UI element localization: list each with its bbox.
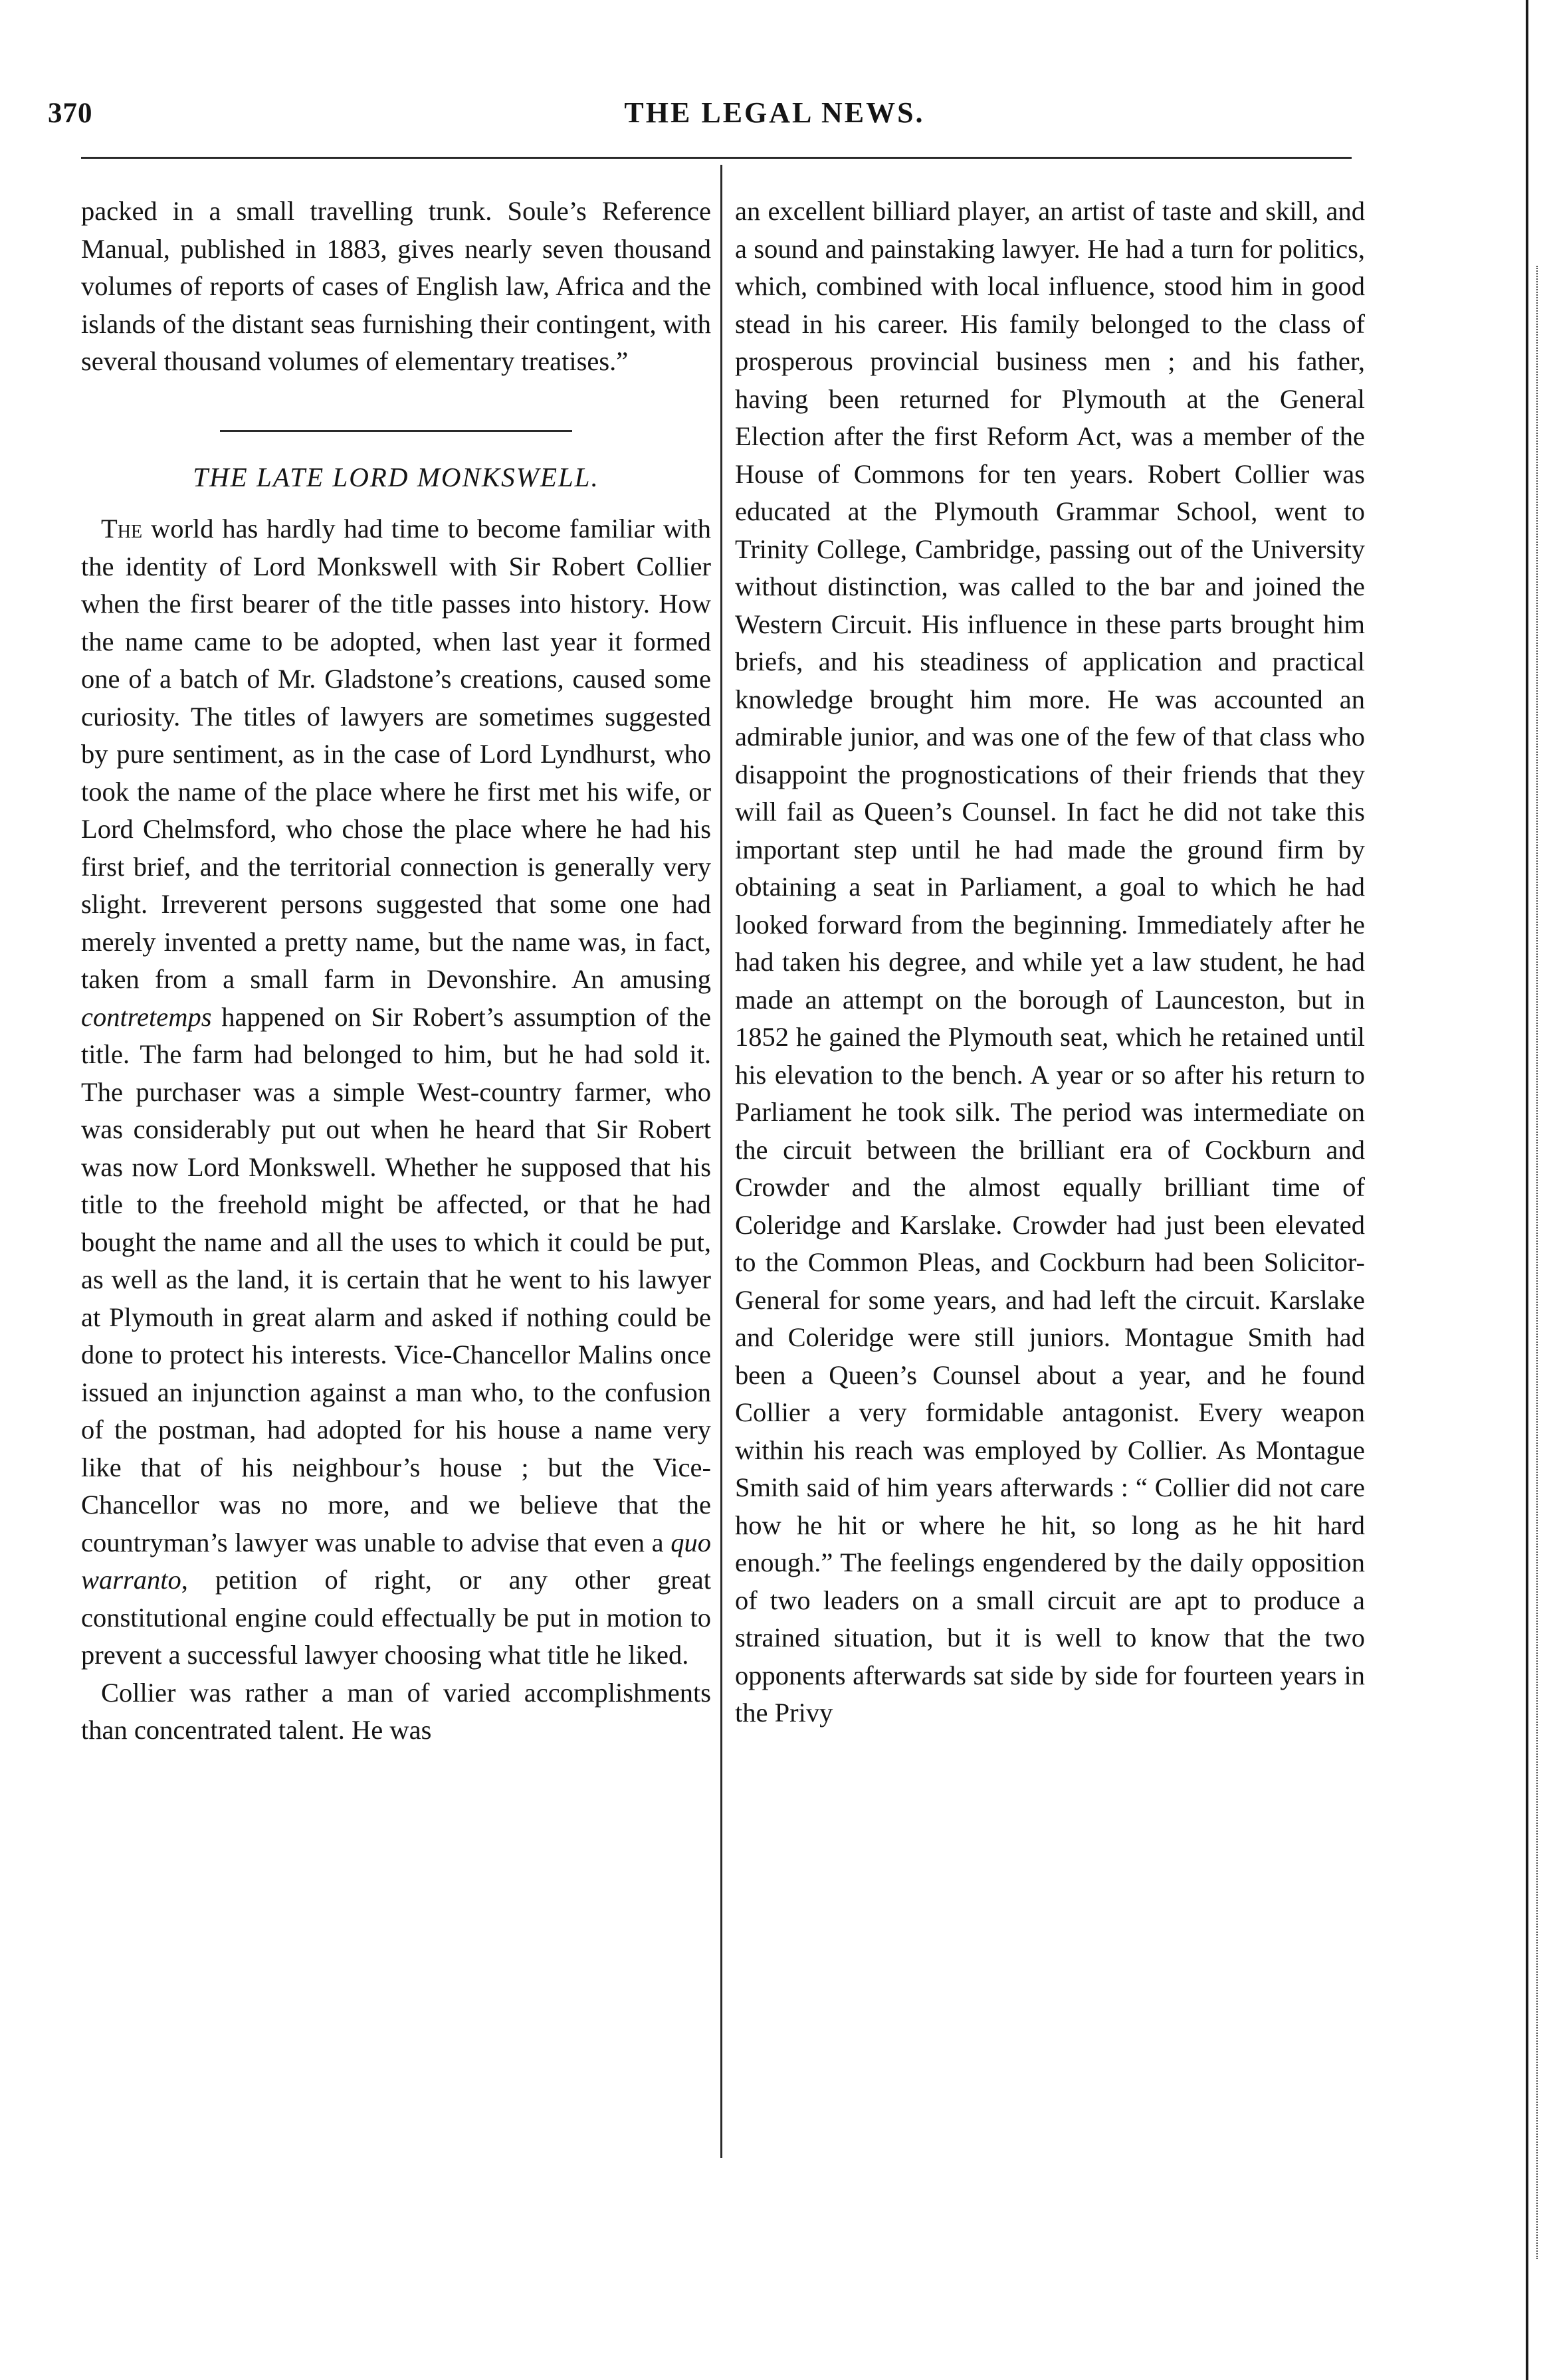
right-column [735, 193, 1365, 1732]
paragraph-text: , petition of right, or any other great constitutional engine could effectually be put in motion to prevent a successful lawyer choosing what title he liked. [81, 1565, 711, 1670]
opening-words: The [101, 514, 143, 544]
article-paragraph-1 [81, 510, 711, 1674]
header-rule [81, 157, 1352, 159]
continuation-paragraph: packed in a small travelling trunk. Soule’s Reference Manual, published in 1883, gives nearly seven thousand volumes of reports of cases of English law, Africa and the islands of the distant seas furnishing their contingent, with several thousand volumes of elementary treatises.” [81, 196, 711, 376]
article-paragraph-2: Collier was rather a man of varied accomplishments than concentrated talent. He was [81, 1677, 711, 1745]
article-title: THE LATE LORD MONKSWELL. [193, 461, 599, 492]
paragraph-text: happened on Sir Robert’s assumption of the title. The farm had belonged to him, but he had sold it. The purchaser was a simple West-country farmer, who was considerably put out when he heard that Sir Robert was now Lord Monkswell. Whether he supposed that his title to the freehold might be affected, or that he had bought the name and all the uses to which it could be put, as well as the land, it is certain that he went to his lawyer at Plymouth in great alarm and asked if nothing could be done to protect his interests. Vice-Chancellor Malins once issued an injunction against a man who, to the confusion of the postman, had adopted for his house a name very like that of his neighbour’s house ; but the Vice-Chancellor was no more, and we believe that the countryman’s lawyer was unable to advise that even a [81, 1001, 711, 1557]
page-number: 370 [48, 98, 93, 129]
right-column-paragraph: an excellent billiard player, an artist of taste and skill, and a sound and painstaking lawyer. He had a turn for politics, which, combined with local influence, stood him in good stead in his career. His family belonged to the class of prosperous provincial business men ; and his father, having been returned for Plymouth at the General Election after the first Reform Act, was a member of the House of Commons for ten years. Robert Collier was educated at the Plymouth Grammar School, went to Trinity College, Cambridge, passing out of the University without distinction, was called to the bar and joined the Western Circuit. His influence in these parts brought him briefs, and his steadiness of application and practical knowledge brought him more. He was accounted an admirable junior, and was one of the few of that class who disappoint the prognostications of their friends that they will fail as Queen’s Counsel. In fact he did not take this important step until he had made the ground firm by obtaining a seat in Parliament, a goal to which he had looked forward from the beginning. Immediately after he had taken his degree, and while yet a law student, he had made an attempt on the borough of Launceston, but in 1852 he gained the Plymouth seat, which he retained until his elevation to the bench. A year or so after his return to Parliament he took silk. The period was intermediate on the circuit between the brilliant era of Cockburn and Crowder and the almost equally brilliant time of Coleridge and Karslake. Crowder had just been elevated to the Common Pleas, and Cockburn had been Solicitor-General for some years, and had left the circuit. Karslake and Coleridge were still juniors. Montague Smith had been a Queen’s Counsel about a year, and he found Collier a very formidable antagonist. Every weapon within his reach was employed by Collier. As Montague Smith said of him years afterwards : “ Collier did not care how he hit or where he hit, so long as he hit hard enough.” The feelings engendered by the daily opposition of two leaders on a small circuit are apt to produce a strained situation, but it is well to know that the two opponents afterwards sat side by side for fourteen years in the Privy [735, 196, 1365, 1728]
italic-term: quo warranto [81, 1527, 711, 1595]
page-edge-shadow [1536, 266, 1538, 2259]
italic-term: contretemps [81, 1001, 212, 1032]
column-divider [720, 165, 722, 2158]
running-title: THE LEGAL NEWS. [624, 96, 925, 129]
paragraph-text: world has hardly had time to become familiar with the identity of Lord Monkswell with Sir Robert Collier when the first bearer of the title passes into history. How the name came to be adopted, when last year it formed one of a batch of Mr. Gladstone’s creations, caused some curiosity. The titles of lawyers are sometimes suggested by pure sentiment, as in the case of Lord Lyndhurst, who took the name of the place where he first met his wife, or Lord Chelmsford, who chose the place where he had his first brief, and the territorial connection is generally very slight. Irreverent persons suggested that some one had merely invented a pretty name, but the name was, in fact, taken from a small farm in Devonshire. An amusing [81, 514, 711, 994]
left-column [81, 193, 711, 1749]
section-rule [220, 430, 572, 432]
page-edge [1526, 0, 1528, 2380]
